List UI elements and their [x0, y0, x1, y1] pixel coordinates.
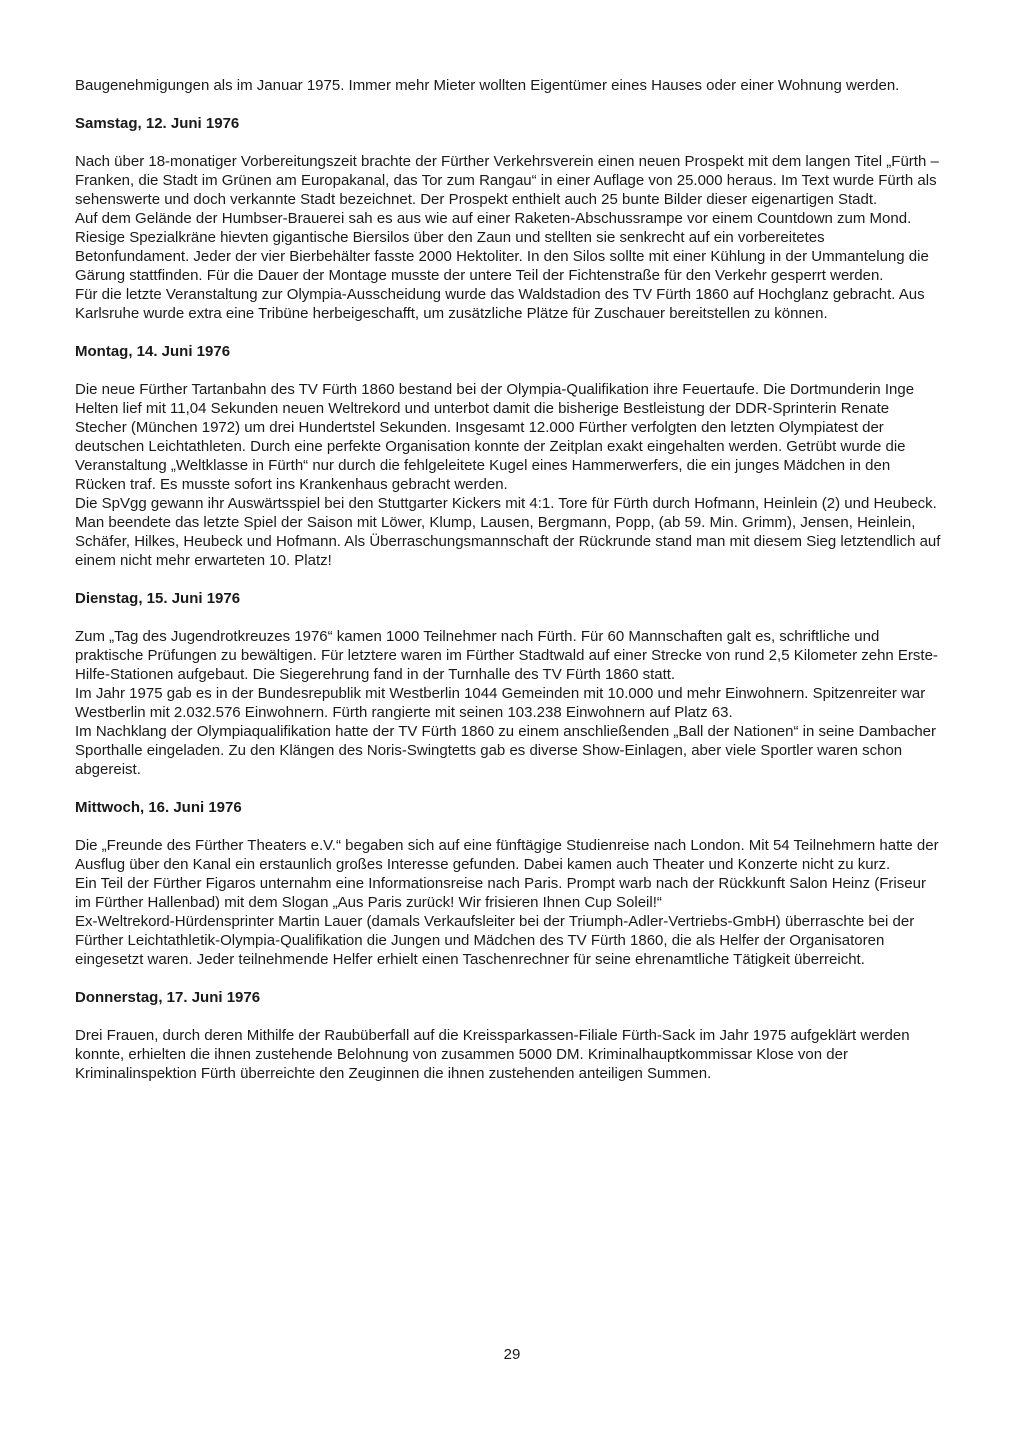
- section-heading-dienstag-15-juni: Dienstag, 15. Juni 1976: [75, 590, 241, 607]
- paragraph: Nach über 18-monatiger Vorbereitungszeit brachte der Fürther Verkehrsverein einen neuen Prospekt mit dem langen Titel „Fürth – Franken, die Stadt im Grünen am Europakanal, das Tor zum Rangau“ in einer Auflage von 25.000 heraus. Im Text wurde Fürth als sehenswerte und doch verkannte Stadt bezeichnet. Der Prospekt enthielt auch 25 bunte Bilder dieser eigenartigen Stadt.: [75, 153, 939, 208]
- section-heading-mittwoch-16-juni: Mittwoch, 16. Juni 1976: [75, 799, 242, 816]
- paragraph: Im Nachklang der Olympiaqualifikation hatte der TV Fürth 1860 zu einem anschließenden „Ball der Nationen“ in seine Dambacher Sporthalle eingeladen. Zu den Klängen des Noris-Swingtetts gab es diverse Show-Einlagen, aber viele Sportler waren schon abgereist.: [75, 723, 937, 778]
- paragraph: Die SpVgg gewann ihr Auswärtsspiel bei den Stuttgarter Kickers mit 4:1. Tore für Fürth durch Hofmann, Heinlein (2) und Heubeck. Man beendete das letzte Spiel der Saison mit Löwer, Klump, Lausen, Bergmann, Popp, (ab 59. Min. Grimm), Jensen, Heinlein, Schäfer, Hilkes, Heubeck und Hofmann. Als Überraschungsmannschaft der Rückrunde stand man mit diesem Sieg letztendlich auf einem nicht mehr erwarteten 10. Platz!: [75, 495, 941, 569]
- paragraph: Im Jahr 1975 gab es in der Bundesrepublik mit Westberlin 1044 Gemeinden mit 10.000 und mehr Einwohnern. Spitzenreiter war Westberlin mit 2.032.576 Einwohnern. Fürth rangierte mit seinen 103.238 Einwohnern auf Platz 63.: [75, 685, 926, 721]
- paragraph-continuation: Baugenehmigungen als im Januar 1975. Immer mehr Mieter wollten Eigentümer eines Hauses oder einer Wohnung werden.: [75, 77, 900, 94]
- document-content: [75, 76, 942, 1083]
- paragraph: Drei Frauen, durch deren Mithilfe der Raubüberfall auf die Kreissparkassen-Filiale Fürth-Sack im Jahr 1975 aufgeklärt werden konnte, erhielten die ihnen zustehende Belohnung von zusammen 5000 DM. Kriminalhauptkommissar Klose von der Kriminalinspektion Fürth überreichte den Zeuginnen die ihnen zustehenden anteiligen Summen.: [75, 1027, 910, 1082]
- paragraph: Ein Teil der Fürther Figaros unternahm eine Informationsreise nach Paris. Prompt warb nach der Rückkunft Salon Heinz (Friseur im Fürther Hallenbad) mit dem Slogan „Aus Paris zurück! Wir frisieren Ihnen Cup Soleil!“: [75, 875, 926, 911]
- page-number: 29: [503, 1346, 521, 1363]
- paragraph: Für die letzte Veranstaltung zur Olympia-Ausscheidung wurde das Waldstadion des TV Fürth 1860 auf Hochglanz gebracht. Aus Karlsruhe wurde extra eine Tribüne herbeigeschafft, um zusätzliche Plätze für Zuschauer bereitstellen zu können.: [75, 286, 925, 322]
- paragraph: Die neue Fürther Tartanbahn des TV Fürth 1860 bestand bei der Olympia-Qualifikation ihre Feuertaufe. Die Dortmunderin Inge Helten lief mit 11,04 Sekunden neuen Weltrekord und unterbot damit die bisherige Bestleistung der DDR-Sprinterin Renate Stecher (München 1972) um drei Hundertstel Sekunden. Insgesamt 12.000 Fürther verfolgten den letzten Olympiatest der deutschen Leichtathleten. Durch eine perfekte Organisation konnte der Zeitplan exakt eingehalten werden. Getrübt wurde die Veranstaltung „Weltklasse in Fürth“ nur durch die fehlgeleitete Kugel eines Hammerwerfers, die ein junges Mädchen in den Rücken traf. Es musste sofort ins Krankenhaus gebracht werden.: [75, 381, 915, 493]
- section-heading-samstag-12-juni: Samstag, 12. Juni 1976: [75, 115, 240, 132]
- section-heading-montag-14-juni: Montag, 14. Juni 1976: [75, 343, 231, 360]
- paragraph: Ex-Weltrekord-Hürdensprinter Martin Lauer (damals Verkaufsleiter bei der Triumph-Adler-Vertriebs-GmbH) überraschte bei der Fürther Leichtathletik-Olympia-Qualifikation die Jungen und Mädchen des TV Fürth 1860, die als Helfer der Organisatoren eingesetzt waren. Jeder teilnehmende Helfer erhielt einen Taschenrechner für seine ehrenamtliche Tätigkeit überreicht.: [75, 913, 915, 968]
- paragraph: Die „Freunde des Fürther Theaters e.V.“ begaben sich auf eine fünftägige Studienreise nach London. Mit 54 Teilnehmern hatte der Ausflug über den Kanal ein erstaunlich großes Interesse gefunden. Dabei kamen auch Theater und Konzerte nicht zu kurz.: [75, 837, 939, 873]
- paragraph: Auf dem Gelände der Humbser-Brauerei sah es aus wie auf einer Raketen-Abschussrampe vor einem Countdown zum Mond. Riesige Spezialkräne hievten gigantische Biersilos über den Zaun und stellten sie senkrecht auf ein vorbereitetes Betonfundament. Jeder der vier Bierbehälter fasste 2000 Hektoliter. In den Silos sollte mit einer Kühlung in der Ummantelung die Gärung stattfinden. Für die Dauer der Montage musste der untere Teil der Fichtenstraße für den Verkehr gesperrt werden.: [75, 210, 929, 284]
- paragraph: Zum „Tag des Jugendrotkreuzes 1976“ kamen 1000 Teilnehmer nach Fürth. Für 60 Mannschaften galt es, schriftliche und praktische Prüfungen zu bewältigen. Für letztere waren im Fürther Stadtwald auf einer Strecke von rund 2,5 Kilometer zehn Erste-Hilfe-Stationen aufgebaut. Die Siegerehrung fand in der Turnhalle des TV Fürth 1860 statt.: [75, 628, 938, 683]
- section-heading-donnerstag-17-juni: Donnerstag, 17. Juni 1976: [75, 989, 261, 1006]
